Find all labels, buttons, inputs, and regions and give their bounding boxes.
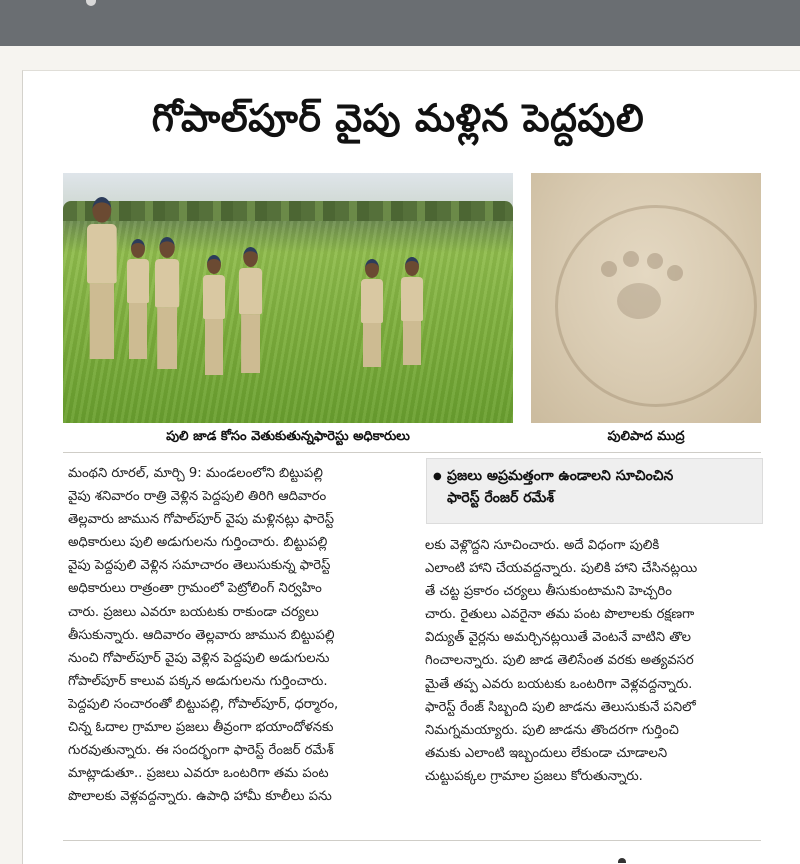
body-line: మాట్లాడుతూ.. ప్రజలు ఎవరూ ఒంటరిగా తమ పంట — [68, 766, 329, 782]
forest-officers-photo — [63, 173, 513, 423]
body-line: చారు. రైతులు ఎవరైనా తమ పంట పొలాలకు రక్షణగా — [425, 607, 695, 623]
caption-divider — [63, 452, 761, 453]
photo-caption-officers: పులి జాడ కోసం వెతుకుతున్నఫారెస్టు అధికారులు — [166, 429, 410, 444]
tree-line — [63, 201, 513, 221]
pullquote-box — [426, 458, 763, 524]
photo-caption-pugmark: పులిపాద ముద్ర — [607, 429, 685, 444]
body-line: పెద్దపులి సంచారంతో బిట్టుపల్లి, గోపాల్‌పూర్, ధర్మారం, — [68, 696, 339, 712]
body-line: నుంచి గోపాల్‌పూర్ వైపు వెళ్లిన పెద్దపులి అడుగులను — [68, 650, 330, 666]
body-line: మైతే తప్ప ఎవరు బయటకు ఒంటరిగా వెళ్లవద్దన్నారు. — [425, 676, 693, 692]
pugmark-toe — [601, 261, 617, 277]
officer-figure — [155, 237, 179, 369]
body-line: అధికారులు రాత్రంతా గ్రామంలో పెట్రోలింగ్ నిర్వహిం — [68, 581, 322, 597]
body-line: ఫారెస్ట్ రేంజ్ సిబ్బంది పులి జాడను తెలుసుకునే పనిలో — [425, 699, 696, 715]
officer-figure — [401, 257, 423, 365]
body-line: పొలాలకు వెళ్లవద్దన్నారు. ఉపాధి హామీ కూలీలు పను — [68, 789, 332, 805]
body-line: చిన్న ఓదాల గ్రామాల ప్రజలు తీవ్రంగా భయాందోళనకు — [68, 720, 334, 736]
pullquote-bullet: ● — [433, 471, 442, 482]
body-line: విద్యుత్ వైర్లను అమర్చినట్లయితే వెంటనే వాటిని తొల — [425, 630, 691, 646]
body-line: తే చట్ట ప్రకారం చర్యలు తీసుకుంటామని హెచ్చరిం — [425, 584, 672, 600]
body-line: చుట్టుపక్కల గ్రామాల ప్రజలు కోరుతున్నారు. — [425, 768, 643, 784]
body-line: గోపాల్‌పూర్ కాలువ పక్కన అడుగులను గుర్తించారు. — [68, 673, 328, 689]
pugmark-pad — [617, 283, 661, 319]
body-line: అధికారులు పులి అడుగులను గుర్తించారు. బిట్టుపల్లి — [68, 535, 328, 551]
pugmark-toe — [623, 251, 639, 267]
pugmark-toe — [647, 253, 663, 269]
officer-figure — [87, 197, 117, 359]
body-line: వైపు శనివారం రాత్రి వెళ్లిన పెద్దపులి తిరిగి ఆదివారం — [68, 489, 327, 505]
pullquote-text — [447, 465, 673, 509]
body-line: గించాలన్నారు. పులి జాడ తెలిసేంత వరకు అత్యవసర — [425, 653, 694, 669]
body-line: తీసుకున్నారు. ఆదివారం తెల్లవారు జామున బిట్టుపల్లి — [68, 627, 335, 643]
body-line: వైపు పెద్దపులి వెళ్లిన సమాచారం తెలుసుకున్న ఫారెస్ట్ — [68, 558, 331, 574]
body-line: గురవుతున్నారు. ఈ సందర్భంగా ఫారెస్ట్ రేంజర్ రమేశ్ — [68, 743, 334, 759]
body-line: నిమగ్నమయ్యారు. పులి జాడను తొందరగా గుర్తించి — [425, 722, 679, 738]
body-line: తెల్లవారు జామున గోపాల్‌పూర్ వైపు మళ్లినట్లు ఫారెస్ట్ — [68, 512, 335, 528]
officer-figure — [203, 255, 225, 375]
body-line: తమకు ఎలాంటి ఇబ్బందులు లేకుండా చూడాలని — [425, 745, 668, 761]
officer-figure — [361, 259, 383, 367]
officer-figure — [239, 247, 262, 373]
page-edge-mark — [618, 858, 626, 863]
body-line: ఎలాంటి హాని చేయవద్దన్నారు. పులికి హాని చేసినట్లయి — [425, 561, 698, 577]
article-body-right-column — [425, 534, 765, 788]
pullquote-line: ప్రజలు అప్రమత్తంగా ఉండాలని సూచించిన — [447, 468, 674, 484]
viewer-top-bar — [0, 0, 800, 46]
pugmark-toe — [667, 265, 683, 281]
body-line: చారు. ప్రజలు ఎవరూ బయటకు రాకుండా చర్యలు — [68, 604, 319, 620]
article-body-left-column — [68, 462, 411, 808]
article-headline: గోపాల్‌పూర్ వైపు మళ్లిన పెద్దపులి — [151, 96, 645, 140]
body-line: లకు వెళ్లొద్దని సూచించారు. అదే విధంగా పులికి — [425, 538, 660, 553]
pullquote-line: ఫారెస్ట్ రేంజర్ రమేశ్ — [447, 490, 555, 506]
officer-figure — [127, 239, 149, 359]
top-bar-icon — [86, 0, 96, 6]
bottom-divider — [63, 840, 761, 841]
body-line: మంథని రూరల్, మార్చి 9: మండలంలోని బిట్టుపల్లి — [68, 466, 323, 481]
pugmark-photo — [531, 173, 761, 423]
